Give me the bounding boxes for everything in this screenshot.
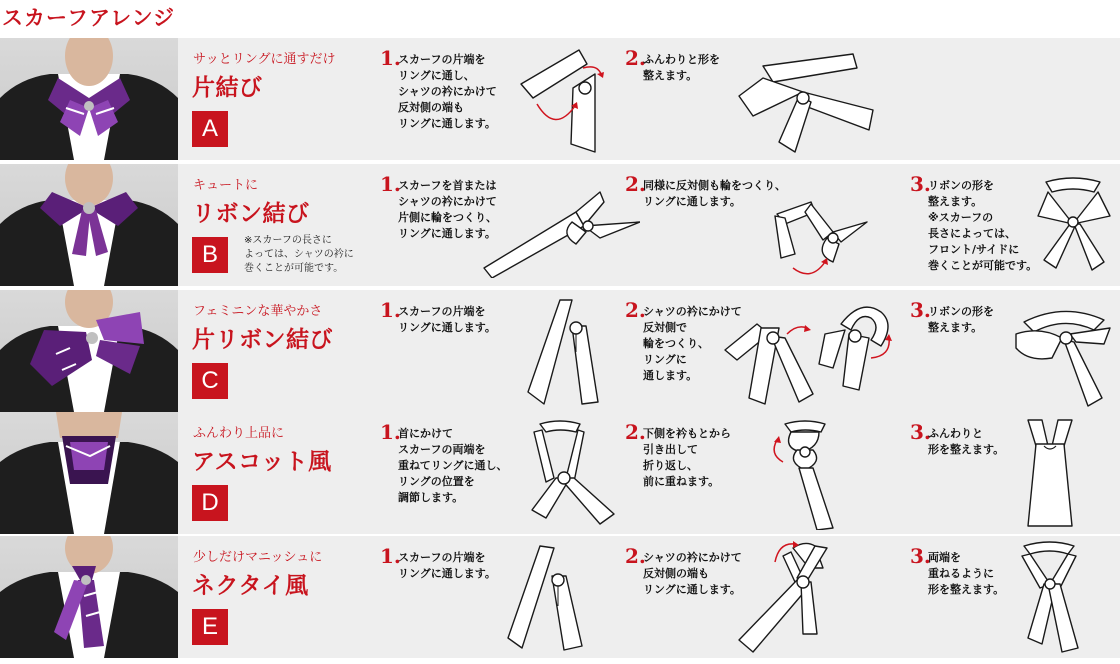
step-number: 2. <box>625 544 646 568</box>
step-number: 1. <box>380 46 401 70</box>
step-instruction: シャツの衿にかけて 反対側の端も リングに通します。 <box>643 551 742 596</box>
step-number: 2. <box>625 172 646 196</box>
step-illustration <box>524 296 604 408</box>
step-illustration <box>771 198 871 282</box>
step-1 <box>380 164 626 286</box>
step-illustration <box>504 542 588 654</box>
style-letter-badge: B <box>192 237 228 273</box>
step-instruction: リボンの形を 整えます。 <box>928 305 994 334</box>
row-subtitle: 少しだけマニッシュに <box>193 550 323 565</box>
row-subtitle: サッとリングに通すだけ <box>193 52 336 67</box>
step-illustration <box>721 294 911 408</box>
step-illustration <box>1014 540 1084 654</box>
arrangement-row-e <box>0 536 1120 658</box>
step-number: 1. <box>380 544 401 568</box>
step-3 <box>910 536 1120 658</box>
step-1 <box>380 536 626 658</box>
step-instruction: スカーフの片端を リングに通します。 <box>398 551 496 580</box>
step-instruction: ふんわりと 形を整えます。 <box>928 427 1005 456</box>
step-illustration <box>761 418 857 530</box>
step-2 <box>625 290 871 412</box>
step-1 <box>380 290 626 412</box>
arrangement-row-a <box>0 38 1120 160</box>
step-illustration <box>515 44 615 156</box>
model-photo <box>0 536 178 658</box>
step-illustration <box>1010 298 1118 408</box>
page-title: スカーフアレンジ <box>2 6 176 30</box>
step-number: 1. <box>380 420 401 444</box>
style-name: アスコット風 <box>192 449 332 475</box>
model-photo <box>0 290 178 412</box>
arrangement-row-c <box>0 290 1120 412</box>
style-name: 片リボン結び <box>192 327 333 353</box>
step-1 <box>380 412 626 534</box>
style-letter-badge: D <box>192 485 228 521</box>
step-number: 2. <box>625 298 646 322</box>
style-name: 片結び <box>192 75 263 101</box>
step-1 <box>380 38 626 160</box>
arrangement-row-d <box>0 412 1120 534</box>
step-number: 2. <box>625 46 646 70</box>
step-2 <box>625 164 871 286</box>
step-2 <box>625 536 871 658</box>
step-number: 1. <box>380 298 401 322</box>
step-illustration <box>1020 416 1080 530</box>
row-subtitle: キュートに <box>193 178 259 193</box>
row-subtitle: フェミニンな華やかさ <box>193 304 323 319</box>
step-instruction: スカーフの片端を リングに通します。 <box>398 305 496 334</box>
model-photo <box>0 412 178 534</box>
step-instruction: 下側を衿もとから 引き出して 折り返し、 前に重ねます。 <box>643 427 731 488</box>
step-3 <box>910 164 1120 286</box>
step-instruction: リボンの形を 整えます。 ※スカーフの 長さによっては、 フロント/サイドに 巻くことが可能です。 <box>928 179 1038 272</box>
step-number: 2. <box>625 420 646 444</box>
arrangement-row-b <box>0 164 1120 286</box>
step-instruction: 両端を 重ねるように 形を整えます。 <box>928 551 1005 596</box>
model-photo <box>0 164 178 286</box>
step-illustration <box>520 418 620 530</box>
step-2 <box>625 38 871 160</box>
step-instruction: 同様に反対側も輪をつくり、 リングに通します。 <box>643 179 786 208</box>
step-instruction: スカーフの片端を リングに通し、 シャツの衿にかけて 反対側の端も リングに通します。 <box>398 53 497 130</box>
style-letter-badge: E <box>192 609 228 645</box>
style-name: リボン結び <box>192 201 310 227</box>
style-name: ネクタイ風 <box>192 573 309 599</box>
model-photo <box>0 38 178 160</box>
row-note: ※スカーフの長さに よっては、シャツの衿に 巻くことが可能です。 <box>244 235 354 274</box>
step-number: 3. <box>910 172 931 196</box>
row-subtitle: ふんわり上品に <box>193 426 285 441</box>
step-3 <box>910 290 1120 412</box>
step-illustration <box>733 46 883 156</box>
step-2 <box>625 412 871 534</box>
step-number: 3. <box>910 544 931 568</box>
style-letter-badge: C <box>192 363 228 399</box>
step-number: 3. <box>910 420 931 444</box>
step-illustration <box>480 182 640 278</box>
step-instruction: シャツの衿にかけて 反対側で 輪をつくり、 リングに 通します。 <box>643 305 742 382</box>
step-number: 1. <box>380 172 401 196</box>
step-instruction: ふんわりと形を 整えます。 <box>643 53 720 82</box>
step-number: 3. <box>910 298 931 322</box>
step-illustration <box>735 538 845 654</box>
step-instruction: 首にかけて スカーフの両端を 重ねてリングに通し、 リングの位置を 調節します。 <box>398 427 508 504</box>
step-instruction: スカーフを首または シャツの衿にかけて 片側に輪をつくり、 リングに通します。 <box>398 179 497 240</box>
style-letter-badge: A <box>192 111 228 147</box>
step-3 <box>910 412 1120 534</box>
step-illustration <box>1030 172 1116 282</box>
